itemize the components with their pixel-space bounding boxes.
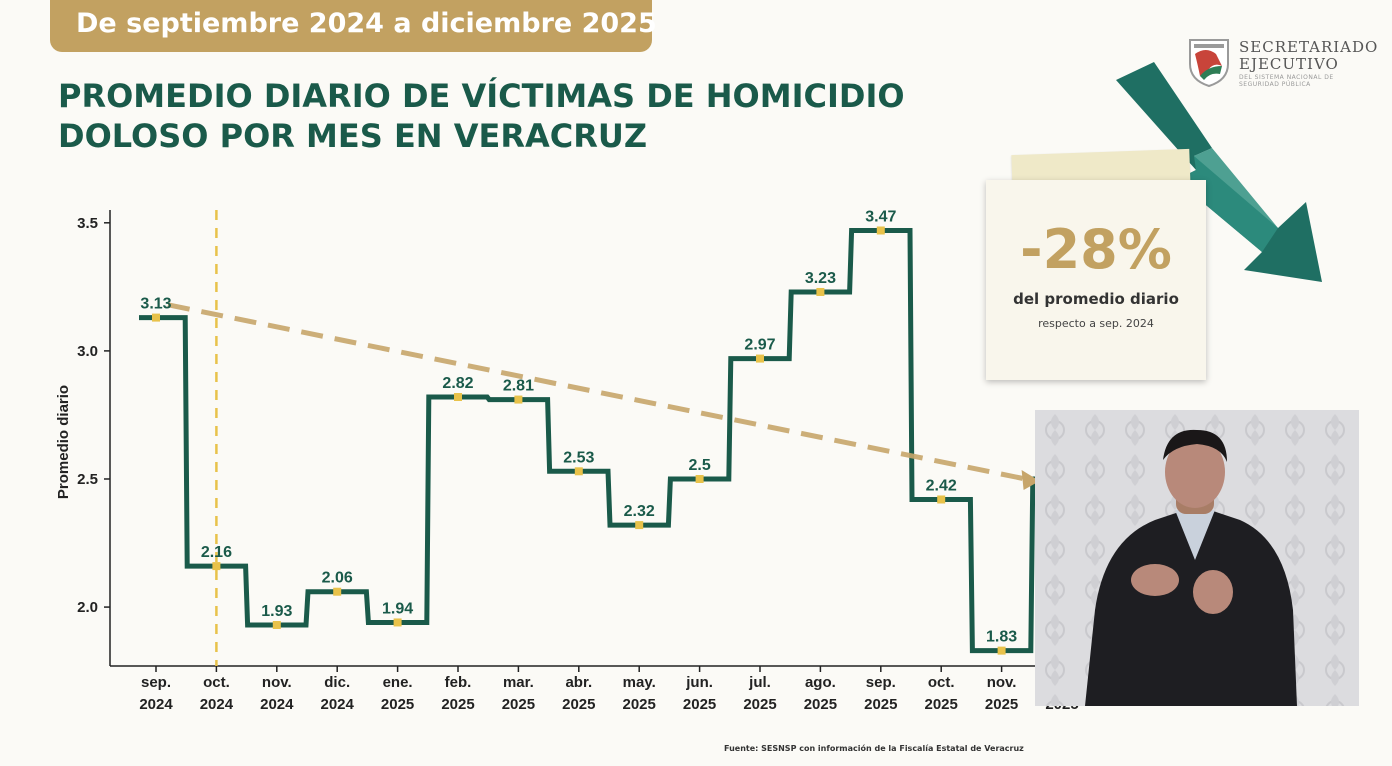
x-tick-label-year: 2025 [682,696,717,713]
data-label: 2.42 [925,477,957,495]
data-point-marker [575,467,583,475]
x-tick-label-year: 2025 [562,696,596,713]
x-tick-label-month: ago. [804,674,836,691]
x-tick-label-month: sep. [140,674,172,691]
logo-text-line2: EJECUTIVO [1239,55,1339,73]
chart-title-line1: PROMEDIO DIARIO DE VÍCTIMAS DE HOMICIDIO [58,77,905,115]
data-point-marker [756,355,764,363]
data-point-marker [394,618,402,626]
x-tick-label-year: 2024 [139,696,173,713]
data-label: 2.16 [200,544,232,562]
data-label: 2.81 [502,377,534,395]
data-label: 2.06 [321,569,353,587]
x-tick-label-year: 2025 [803,696,838,713]
y-tick-label: 3.0 [77,342,98,360]
x-tick-label-month: mar. [502,674,534,691]
data-point-marker [152,314,160,322]
series-step-line [139,230,1091,650]
data-point-marker [998,647,1006,655]
data-label: 2.32 [623,503,655,521]
interpreter-figure [1035,410,1359,706]
data-label: 2.97 [744,336,776,354]
x-tick-label-year: 2024 [320,696,354,713]
x-tick-label-month: nov. [986,674,1017,691]
data-point-marker [877,226,885,234]
sign-language-interpreter-video [1035,410,1359,706]
x-tick-label-month: jun. [686,674,713,691]
x-tick-label-month: abr. [565,674,593,691]
x-tick-label-month: ene. [382,674,413,691]
x-tick-label-month: jul. [749,674,771,691]
y-tick-label: 2.0 [77,599,98,617]
callout-line2: respecto a sep. 2024 [1038,317,1154,330]
y-tick-label: 2.5 [77,470,98,488]
x-tick-label-month: dic. [324,674,351,691]
data-point-marker [514,396,522,404]
data-point-marker [816,288,824,296]
logo-text-line3: DEL SISTEMA NACIONAL DE SEGURIDAD PÚBLICA [1239,74,1334,88]
data-point-marker [696,475,704,483]
trend-line [168,305,1026,479]
data-label: 2.5 [688,456,711,474]
data-label: 1.94 [382,600,414,618]
callout-percent: -28% [1020,218,1172,281]
y-tick-label: 3.5 [77,214,98,232]
data-label: 3.13 [140,295,172,313]
source-note: Fuente: SESNSP con información de la Fiscalía Estatal de Veracruz [724,744,1024,753]
x-tick-label-year: 2025 [380,696,415,713]
x-tick-label-year: 2025 [501,696,536,713]
data-point-marker [454,393,462,401]
data-label: 1.93 [261,603,293,621]
logo-text-line1: SECRETARIADO [1239,38,1379,56]
x-tick-label-month: feb. [444,674,472,691]
x-tick-label-year: 2024 [260,696,294,713]
data-label: 2.53 [563,449,595,467]
data-label: 1.83 [986,628,1018,646]
data-point-marker [212,562,220,570]
date-range-banner: De septiembre 2024 a diciembre 2025 [50,0,652,52]
x-tick-label-year: 2025 [864,696,898,713]
data-label: 3.23 [804,269,836,287]
chart-title-line2: DOLOSO POR MES EN VERACRUZ [58,117,648,155]
data-point-marker [273,621,281,629]
x-tick-label-year: 2025 [924,696,958,713]
x-tick-label-year: 2025 [743,696,777,713]
callout-line1: del promedio diario [1013,290,1179,308]
x-tick-label-year: 2025 [984,696,1019,713]
data-point-marker [937,495,945,503]
y-axis-label: Promedio diario [55,384,72,500]
data-point-marker [635,521,643,529]
x-tick-label-month: oct. [927,674,955,691]
data-point-marker [333,588,341,596]
x-tick-label-month: nov. [261,674,292,691]
x-tick-label-month: oct. [203,674,230,691]
x-tick-label-year: 2025 [441,696,475,713]
x-tick-label-year: 2024 [199,696,234,713]
data-label: 2.82 [442,375,474,393]
x-tick-label-month: sep. [865,674,896,691]
data-label: 3.47 [865,208,897,226]
x-tick-label-month: may. [622,674,656,691]
x-tick-label-year: 2025 [622,696,656,713]
